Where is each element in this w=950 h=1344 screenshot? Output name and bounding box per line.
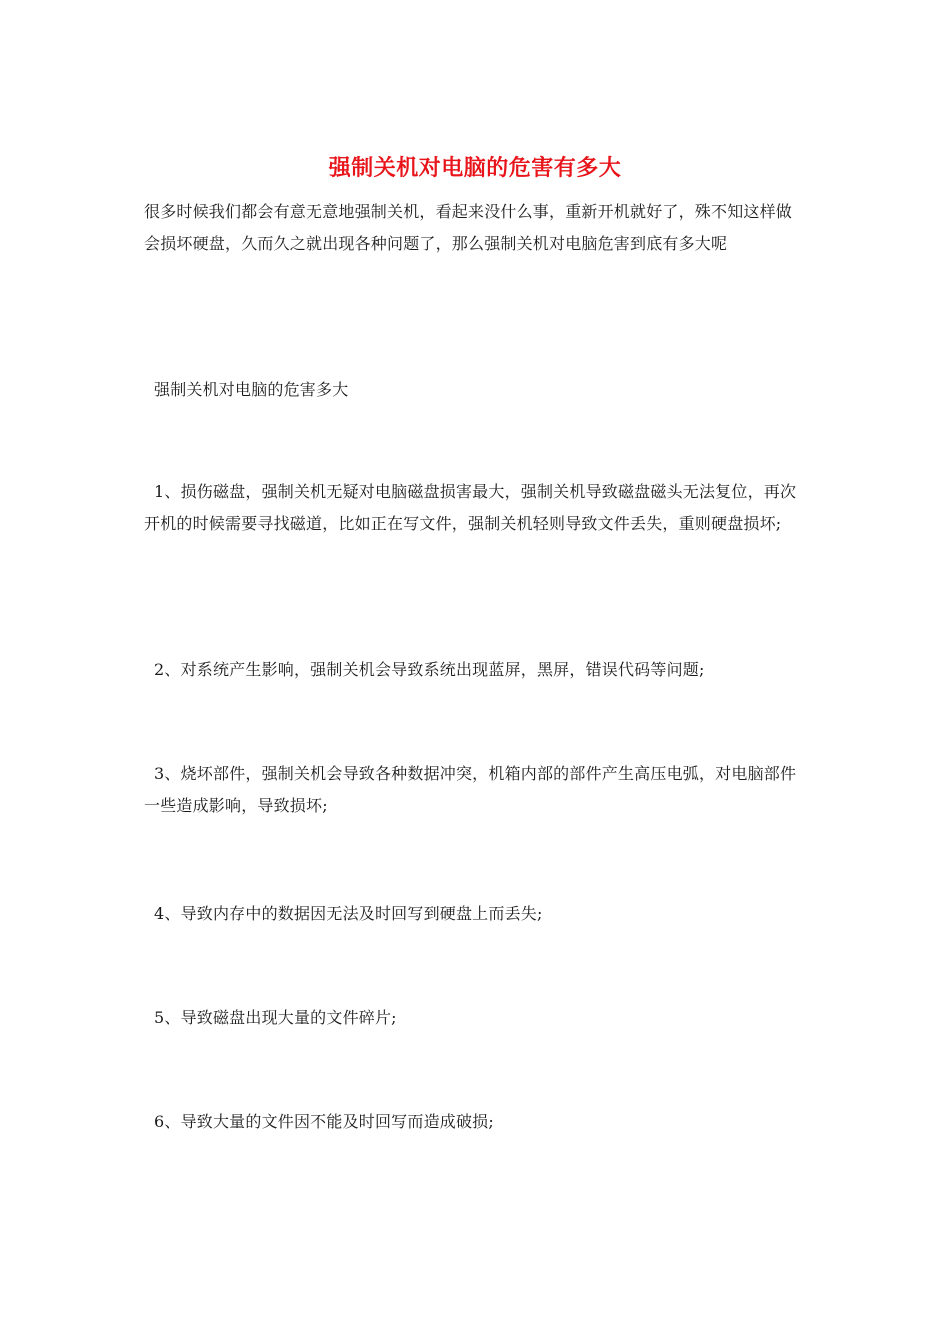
list-item: 1、损伤磁盘，强制关机无疑对电脑磁盘损害最大，强制关机导致磁盘磁头无法复位，再次开机的时候需要寻找磁道，比如正在写文件，强制关机轻则导致文件丢失，重则硬盘损坏; xyxy=(144,482,797,533)
intro-paragraph: 很多时候我们都会有意无意地强制关机，看起来没什么事，重新开机就好了，殊不知这样做会损坏硬盘，久而久之就出现各种问题了，那么强制关机对电脑危害到底有多大呢 xyxy=(144,202,793,253)
section-subheading: 强制关机对电脑的危害多大 xyxy=(154,380,349,399)
list-item: 2、对系统产生影响，强制关机会导致系统出现蓝屏，黑屏，错误代码等问题; xyxy=(154,660,705,679)
list-item: 4、导致内存中的数据因无法及时回写到硬盘上而丢失; xyxy=(154,904,543,923)
list-item: 6、导致大量的文件因不能及时回写而造成破损; xyxy=(154,1112,494,1131)
document-title: 强制关机对电脑的危害有多大 xyxy=(328,156,622,181)
list-item: 3、烧坏部件，强制关机会导致各种数据冲突，机箱内部的部件产生高压电弧，对电脑部件一些造成影响，导致损坏; xyxy=(144,764,797,815)
list-item: 5、导致磁盘出现大量的文件碎片; xyxy=(154,1008,397,1027)
